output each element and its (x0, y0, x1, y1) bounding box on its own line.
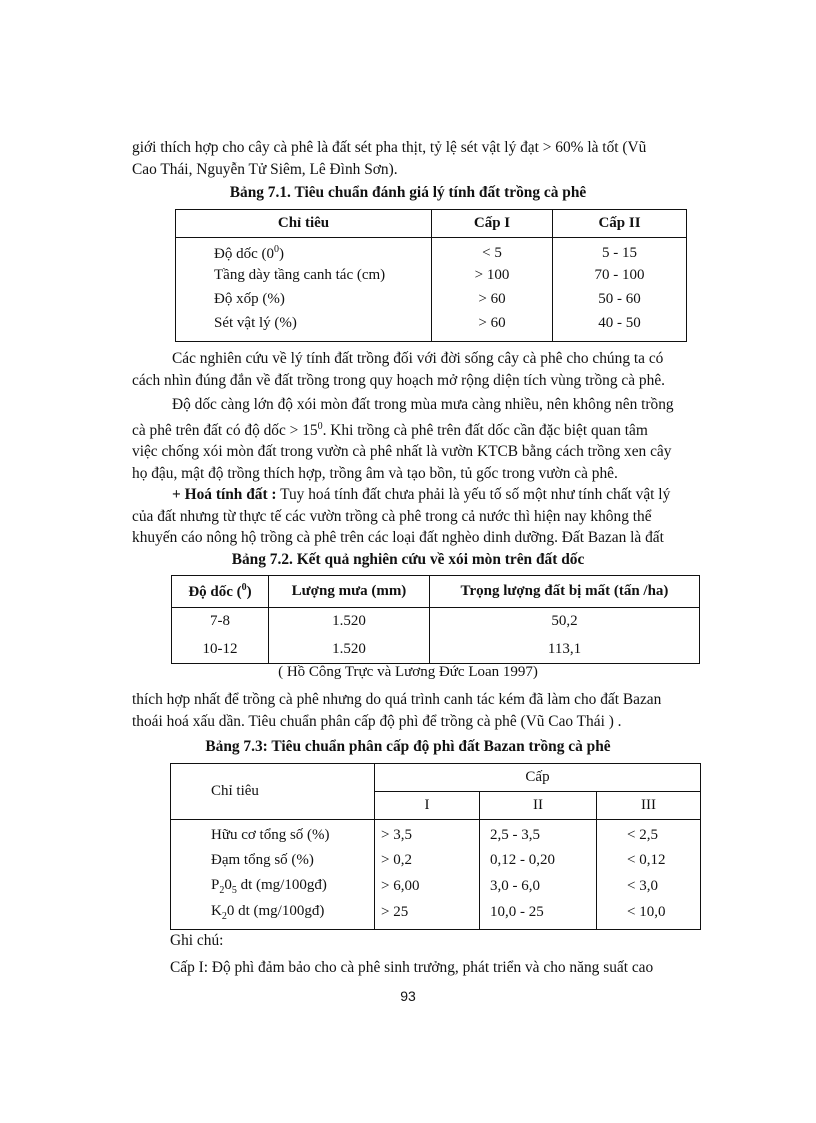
table2-cell: 7-8 (172, 608, 269, 636)
table2-caption: Bảng 7.2. Kết quả nghiên cứu về xói mòn trên đất dốc (231, 551, 585, 568)
table1-header-row (176, 210, 687, 238)
intro-paragraph (132, 137, 737, 180)
table-row (171, 874, 701, 900)
table2-cell: 1.520 (269, 636, 430, 664)
table3-cell: > 6,00 (375, 874, 480, 900)
intro-line-2: Cao Thái, Nguyễn Tử Siêm, Lê Đình Sơn). (132, 160, 398, 178)
table3-header-level: Cấp (375, 764, 701, 792)
table2-header-soil-loss: Trọng lượng đất bị mất (tấn /ha) (460, 583, 669, 599)
table1-cell: Tầng dày tầng canh tác (cm) (176, 263, 432, 287)
table-row (176, 287, 687, 311)
chemical-heading: + Hoá tính đất : (172, 486, 277, 503)
table2-cell: 50,2 (551, 613, 578, 630)
table1-header-level2: Cấp II (598, 215, 641, 231)
table1-caption: Bảng 7.1. Tiêu chuẩn đánh giá lý tính đất trồng cà phê (229, 184, 587, 201)
paragraph-physical-properties: Các nghiên cứu về lý tính đất trồng đối với đời sống cây cà phê cho chúng ta có cách nhìn đúng đắn về đất trồng trong quy hoạch mở rộng diện tích vùng trồng cà phê. (132, 350, 665, 389)
table3-header-indicator: Chỉ tiêu (171, 764, 375, 820)
table1-cell: Độ xốp (%) (176, 287, 432, 311)
table3-cell: 3,0 - 6,0 (480, 874, 597, 900)
table2-header-row (172, 576, 700, 608)
table2-header-slope: Độ dốc ($^0$) (172, 576, 269, 608)
table3-cell: > 25 (375, 900, 480, 930)
table1-cell: 5 - 15 (602, 245, 637, 261)
table1 (175, 209, 687, 342)
table3-cell: 0,12 - 0,20 (480, 848, 597, 874)
table1-cell: < 5 (432, 238, 553, 264)
table3-cell-p2o5: $P_20_5$ dt (mg/100gđ) (171, 874, 375, 900)
table2-cell: 1.520 (269, 608, 430, 636)
table3-cell: > 0,2 (375, 848, 480, 874)
intro-line-1: giới thích hợp cho cây cà phê là đất sét pha thịt, tỷ lệ sét vật lý đạt > 60% là tốt (Vũ (132, 139, 647, 156)
table1-cell: > 60 (432, 287, 553, 311)
table1-cell: Sét vật lý (%) (176, 311, 432, 341)
table3-cell: < 0,12 (627, 852, 666, 868)
paragraph-chemical-properties: + Hoá tính đất : Tuy hoá tính đất chưa phải là yếu tố số một như tính chất vật lý của đất nhưng từ thực tế các vườn trồng cà phê trong cả nước thì hiện nay không thể khuyến cáo nông hộ trồng cà phê trên các loại đất nghèo dinh dưỡng. Đất Bazan là đất (132, 486, 671, 546)
table3-level-1: I (375, 792, 480, 820)
paragraph-slope: Độ dốc càng lớn độ xói mòn đất trong mùa mưa càng nhiều, nên không nên trồng cà phê trên đất có độ dốc > $15^0$. Khi trồng cà phê trên đất dốc cần đặc biệt quan tâm việc chống xói mòn đất trong vườn cà phê nhất là vườn KTCB bằng cách trồng xen cây họ đậu, mật độ trồng thích hợp, trồng âm và tạo bồn, tủ gốc trong vườn cà phê. (132, 396, 674, 482)
table-row (171, 848, 701, 874)
table-row (176, 263, 687, 287)
page-number: 93 (400, 988, 416, 1004)
table3-header-row (171, 764, 701, 792)
table1-cell: 70 - 100 (594, 266, 645, 283)
table3-level-2: II (480, 792, 597, 820)
table3-cell: > 3,5 (375, 820, 480, 848)
table1-cell: 50 - 60 (598, 290, 641, 307)
table2-cell: 113,1 (547, 640, 582, 657)
table1-cell: > 100 (432, 263, 553, 287)
table3-cell-k2o: $K_20$ dt (mg/100gđ) (171, 900, 375, 930)
table3-cell: Hữu cơ tổng số (%) (171, 820, 375, 848)
table3-cell: Đạm tổng số (%) (171, 848, 375, 874)
table2-source: ( Hồ Công Trực và Lương Đức Loan 1997) (278, 664, 538, 680)
table3-cell: 2,5 - 3,5 (480, 820, 597, 848)
notes-level1: Cấp I: Độ phì đảm bảo cho cà phê sinh trưởng, phát triển và cho năng suất cao (170, 959, 654, 976)
table2 (171, 575, 700, 664)
table3-caption: Bảng 7.3: Tiêu chuẩn phân cấp độ phì đất Bazan trồng cà phê (205, 738, 611, 755)
table1-header-indicator: Chỉ tiêu (176, 210, 432, 238)
table-row (176, 238, 687, 264)
table2-cell: 10-12 (172, 636, 269, 664)
table3-cell: < 2,5 (627, 827, 658, 844)
table3-cell: < 10,0 (627, 903, 666, 920)
table1-cell: > 60 (432, 311, 553, 341)
table3-cell: < 3,0 (627, 878, 658, 894)
table-row (172, 608, 700, 636)
table-row (172, 636, 700, 664)
paragraph-basalt: thích hợp nhất để trồng cà phê nhưng do quá trình canh tác kém đã làm cho đất Bazan thoái hoá xấu dần. Tiêu chuẩn phân cấp độ phì để trồng cà phê (Vũ Cao Thái ) . (132, 691, 662, 730)
table1-cell: 40 - 50 (598, 315, 641, 332)
table1-cell: Độ dốc $(0^0)$ (176, 238, 432, 264)
table3 (170, 763, 701, 930)
table3-level-3: III (597, 792, 701, 820)
table-row (176, 311, 687, 341)
table-row (171, 900, 701, 930)
table-row (171, 820, 701, 848)
notes-title: Ghi chú: (170, 932, 224, 949)
table3-cell: 10,0 - 25 (480, 900, 597, 930)
table2-header-rainfall: Lượng mưa (mm) (269, 576, 430, 608)
table1-header-level1: Cấp I (432, 210, 553, 238)
